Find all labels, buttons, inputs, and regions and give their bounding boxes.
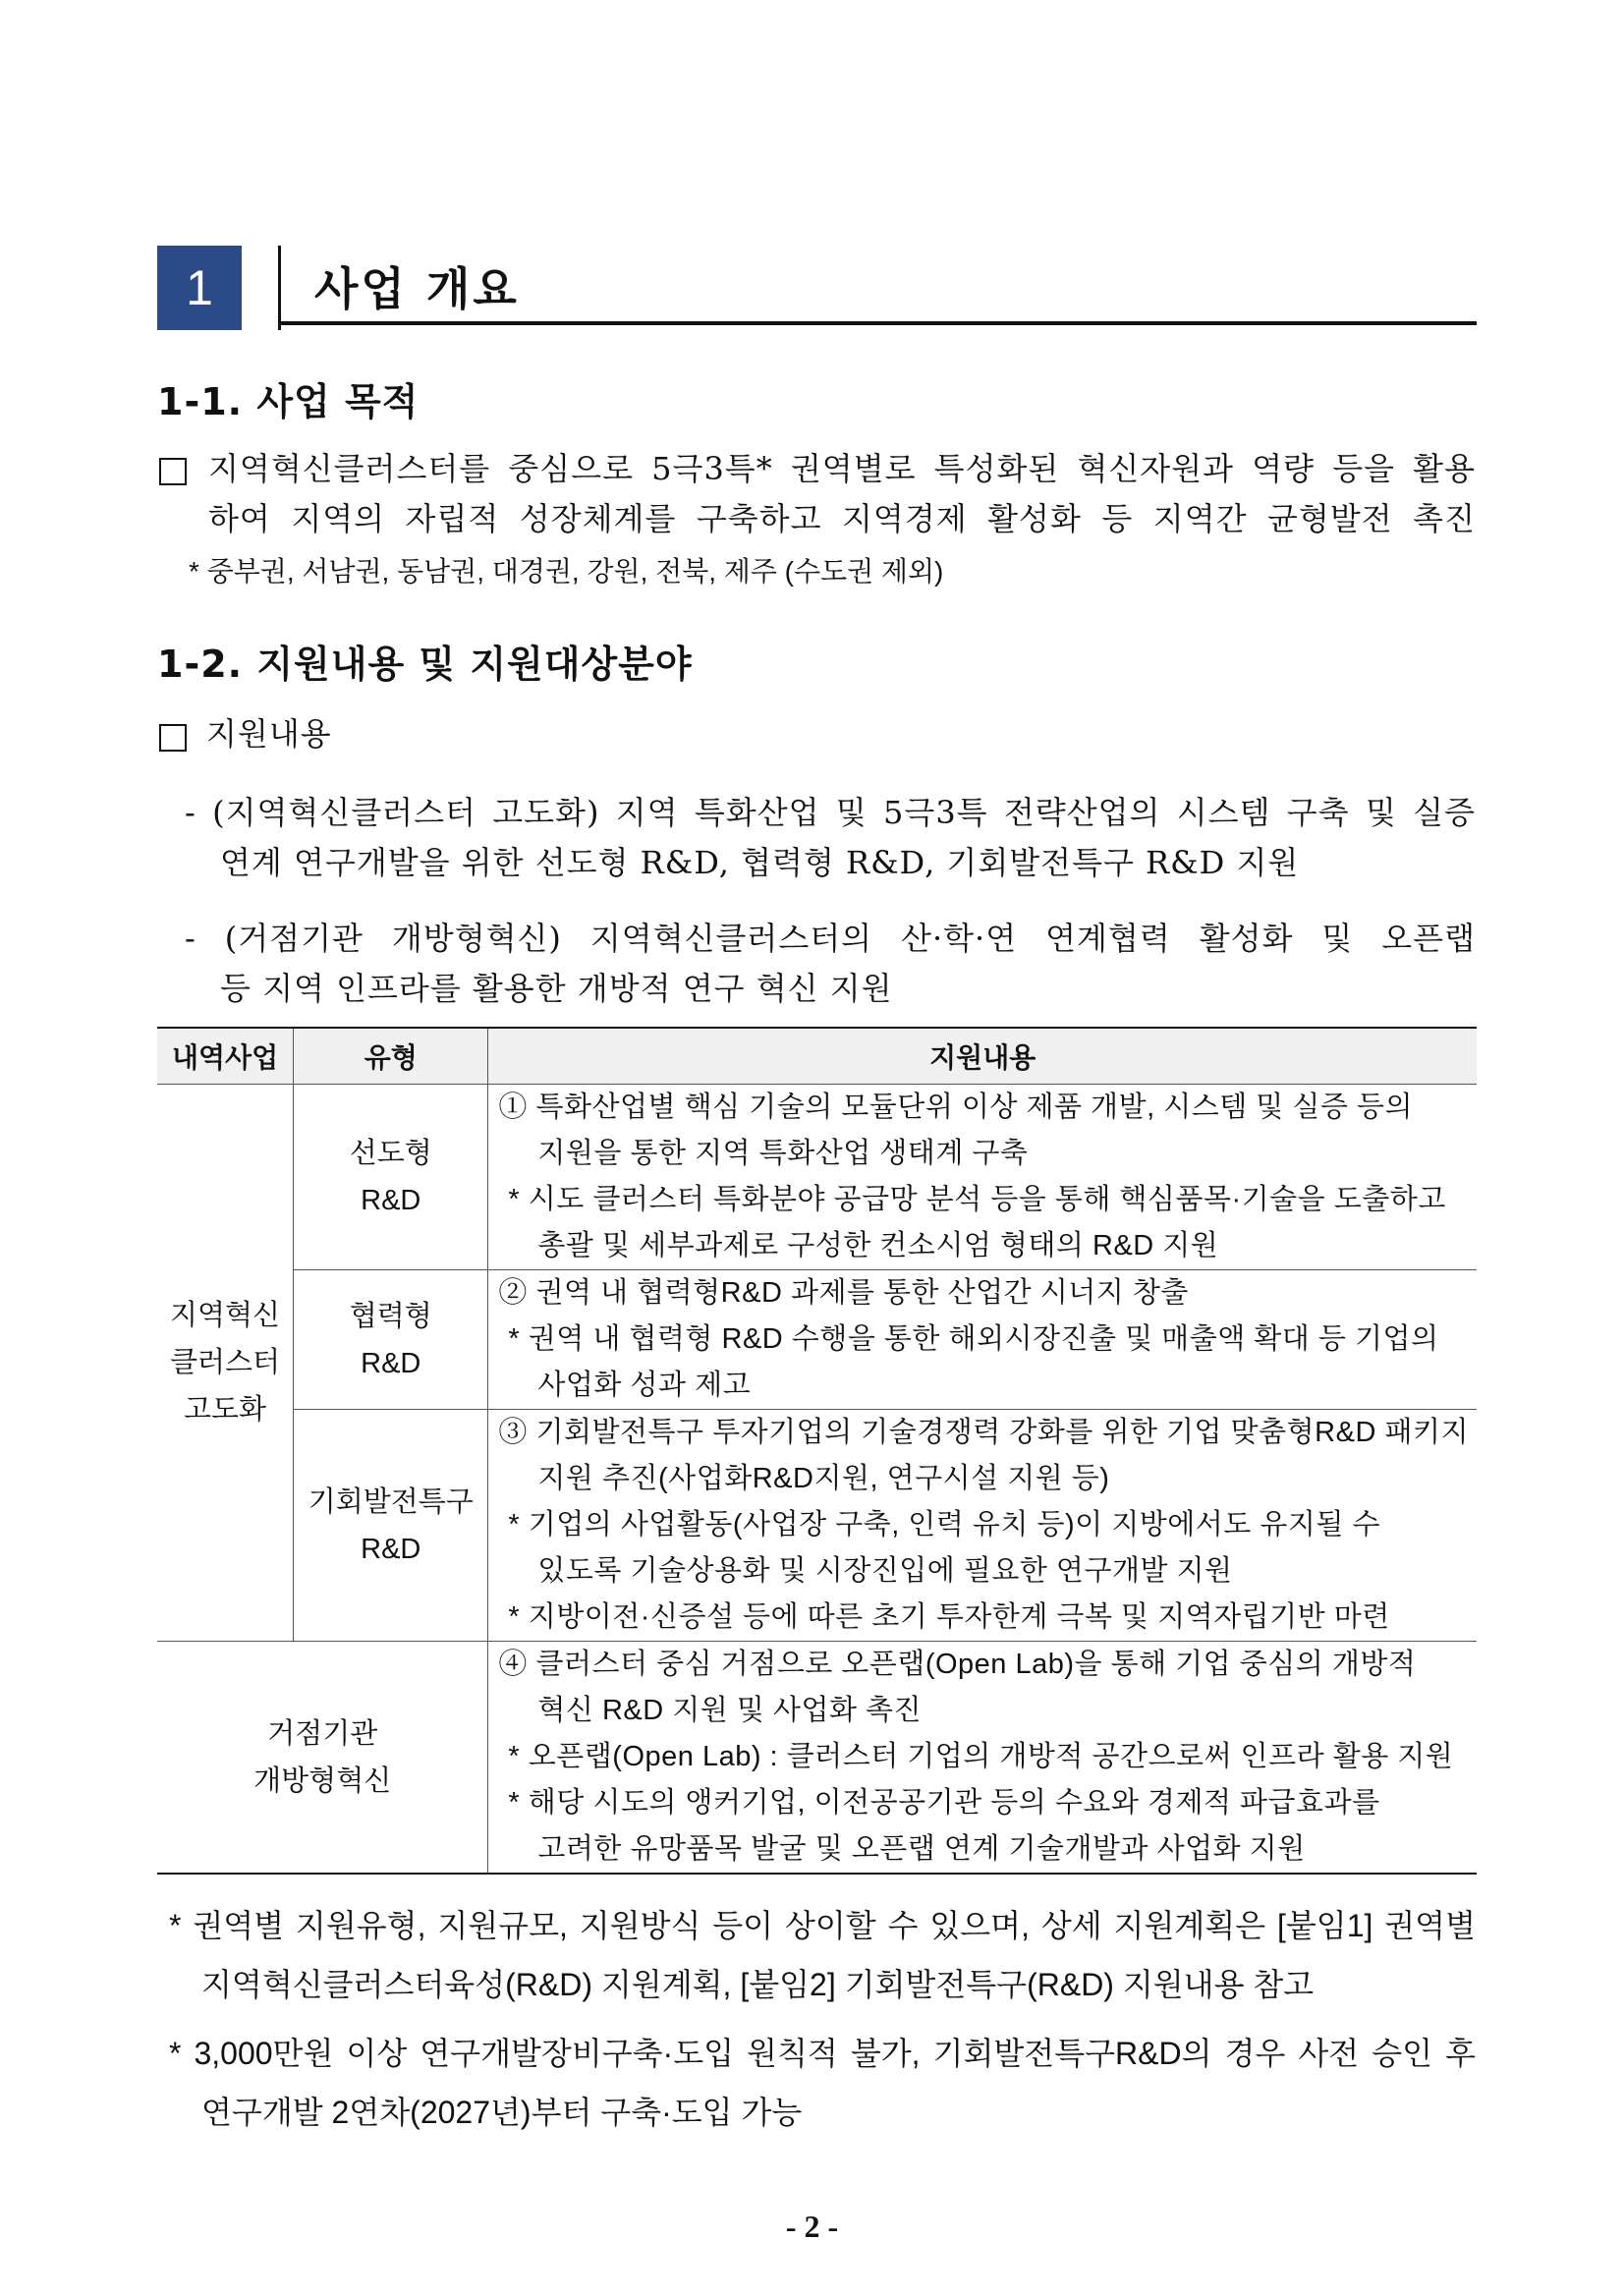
table-content-cell [488, 1410, 1477, 1642]
content-line: * 권역 내 협력형 R&D 수행을 통한 해외시장진출 및 매출액 확대 등 기업의 [508, 1323, 1439, 1355]
content-line: 있도록 기술상용화 및 시장진입에 필요한 연구개발 지원 [537, 1555, 1233, 1587]
content-line: * 해당 시도의 앵커기업, 이전공공기관 등의 수요와 경제적 파급효과를 [508, 1787, 1380, 1819]
content-line: ② 권역 내 협력형R&D 과제를 통한 산업간 시너지 창출 [498, 1277, 1189, 1309]
table-type-cell: 기회발전특구 R&D [294, 1410, 488, 1642]
table-content-cell [488, 1642, 1477, 1875]
table-header-row [157, 1028, 1477, 1085]
footnote-2-line1: * 3,000만원 이상 연구개발장비구축·도입 원칙적 불가, 기회발전특구R&D의 경우 사전 승인 후 [169, 2036, 1476, 2071]
table-row [157, 1410, 1477, 1642]
section-2-dash1-line2: 연계 연구개발을 위한 선도형 R&D, 협력형 R&D, 기회발전특구 R&D 지원 [220, 844, 1300, 881]
table-content-cell [488, 1085, 1477, 1270]
content-line: 사업화 성과 제고 [537, 1370, 752, 1401]
section-1-line1: 지역혁신클러스터를 중심으로 5극3특* 권역별로 특성화된 혁신자원과 역량 등을 활용 [208, 450, 1476, 487]
checkbox-square-icon [159, 458, 187, 485]
section-1-heading: 1-1. 사업 목적 [157, 380, 420, 423]
section-2-dash1-line1: - (지역혁신클러스터 고도화) 지역 특화산업 및 5극3특 전략산업의 시스템 구축 및 실증 [185, 794, 1476, 831]
table-row [157, 1085, 1477, 1270]
section-2-heading: 1-2. 지원내용 및 지원대상분야 [157, 643, 693, 686]
table-content-cell [488, 1270, 1477, 1410]
footnote-1-line1: * 권역별 지원유형, 지원규모, 지원방식 등이 상이할 수 있으며, 상세 지원계획은 [붙임1] 권역별 [169, 1908, 1476, 1943]
content-line: 고려한 유망품목 발굴 및 오픈랩 연계 기술개발과 사업화 지원 [537, 1833, 1306, 1865]
footnote-1-line2: 지역혁신클러스터육성(R&D) 지원계획, [붙임2] 기회발전특구(R&D) 지원내용 참고 [201, 1967, 1315, 2002]
section-2-item: 지원내용 [206, 715, 332, 753]
chapter-title: 사업 개요 [314, 262, 520, 315]
chapter-number: 1 [186, 260, 213, 315]
footnote-2-line2: 연구개발 2연차(2027년)부터 구축·도입 가능 [201, 2095, 803, 2130]
chapter-underline [278, 321, 1477, 325]
support-content-table [157, 1027, 1477, 1875]
content-line: ③ 기회발전특구 투자기업의 기술경쟁력 강화를 위한 기업 맞춤형R&D 패키지 [498, 1417, 1469, 1448]
chapter-divider [278, 246, 281, 330]
section-1-note: * 중부권, 서남권, 동남권, 대경권, 강원, 전북, 제주 (수도권 제외) [189, 556, 944, 587]
table-header-cell: 유형 [294, 1028, 488, 1085]
content-line: ④ 클러스터 중심 거점으로 오픈랩(Open Lab)을 통해 기업 중심의 개방적 [498, 1649, 1417, 1680]
table-type-cell: 선도형 R&D [294, 1085, 488, 1270]
table-row [157, 1270, 1477, 1410]
checkbox-square-icon [159, 724, 187, 752]
table-header-cell: 내역사업 [157, 1028, 294, 1085]
section-2-dash2-line2: 등 지역 인프라를 활용한 개방적 연구 혁신 지원 [220, 970, 893, 1007]
content-line: 지원 추진(사업화R&D지원, 연구시설 지원 등) [537, 1463, 1110, 1494]
content-line: 지원을 통한 지역 특화산업 생태계 구축 [537, 1138, 1029, 1169]
table-group-cell: 거점기관 개방형혁신 [157, 1642, 488, 1875]
section-1-line2: 하여 지역의 자립적 성장체계를 구축하고 지역경제 활성화 등 지역간 균형발전 촉진 [208, 500, 1476, 537]
page-number: - 2 - [785, 2209, 839, 2244]
content-line: 총괄 및 세부과제로 구성한 컨소시엄 형태의 R&D 지원 [537, 1230, 1219, 1261]
content-line: 혁신 R&D 지원 및 사업화 촉진 [537, 1695, 923, 1726]
content-line: * 오픈랩(Open Lab) : 클러스터 기업의 개방적 공간으로써 인프라 활용 지원 [508, 1741, 1454, 1772]
content-line: ① 특화산업별 핵심 기술의 모듈단위 이상 제품 개발, 시스템 및 실증 등의 [498, 1092, 1413, 1123]
chapter-number-box [157, 246, 242, 330]
section-2-dash2-line1: - (거점기관 개방형혁신) 지역혁신클러스터의 산·학·연 연계협력 활성화 및 오픈랩 [185, 920, 1476, 957]
table-header-cell: 지원내용 [488, 1028, 1477, 1085]
content-line: * 시도 클러스터 특화분야 공급망 분석 등을 통해 핵심품목·기술을 도출하고 [508, 1184, 1446, 1215]
table-type-cell: 협력형 R&D [294, 1270, 488, 1410]
content-line: * 기업의 사업활동(사업장 구축, 인력 유치 등)이 지방에서도 유지될 수 [508, 1509, 1380, 1540]
content-line: * 지방이전·신증설 등에 따른 초기 투자한계 극복 및 지역자립기반 마련 [508, 1601, 1390, 1633]
table-group-cell: 지역혁신 클러스터 고도화 [157, 1085, 294, 1642]
table-row [157, 1642, 1477, 1875]
